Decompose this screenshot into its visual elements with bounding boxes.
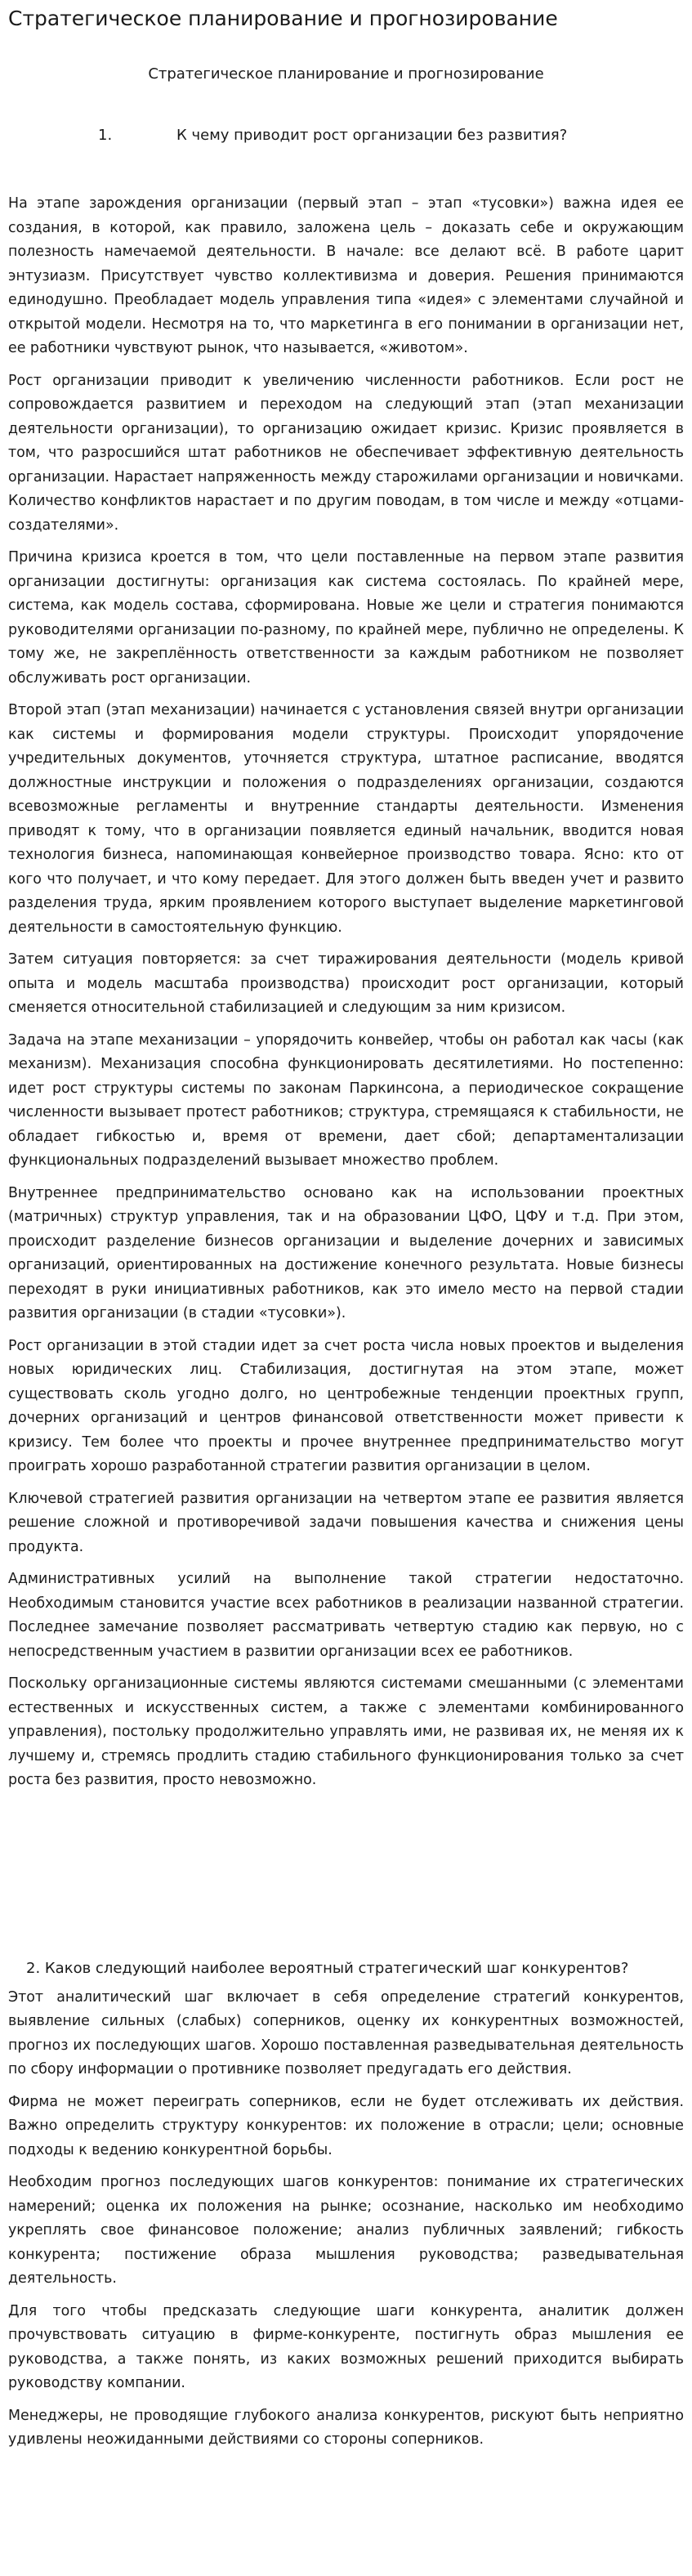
paragraph: Рост организации приводит к увеличению численности работников. Если рост не сопровождается развитием и переходом на следующий этап (этап механизации деятельности организации), то организацию ожидает кризис. Кризис проявляется в том, что разросшийся штат работников не обеспечивает эффективную деятельность организации. Нарастает напряженность между старожилами организации и новичками. Количество конфликтов нарастает и по другим поводам, в том числе и между «отцами-создателями».: [8, 372, 684, 534]
paragraph: Менеджеры, не проводящие глубокого анализа конкурентов, рискуют быть неприятно удивлены неожиданными действиями со стороны соперников.: [8, 2407, 684, 2448]
paragraph: Ключевой стратегией развития организации на четвертом этапе ее развития является решение сложной и противоречивой задачи повышения качества и снижения цены продукта.: [8, 1490, 684, 1555]
question-1-heading: [0, 125, 692, 146]
section-1-body: [0, 192, 692, 1793]
question-1-number: 1.: [98, 127, 113, 144]
paragraph: Фирма не может переиграть соперников, если не будет отслеживать их действия. Важно определить структуру конкурентов: их положение в отрасли; цели; основные подходы к ведению конкурентной борьбы.: [8, 2093, 684, 2158]
page-title: Стратегическое планирование и прогнозирование: [8, 7, 558, 30]
question-1-text: К чему приводит рост организации без развития?: [176, 127, 568, 144]
paragraph: Этот аналитический шаг включает в себя определение стратегий конкурентов, выявление сильных (слабых) соперников, оценку их конкурентных возможностей, прогноз их последующих шагов. Хорошо поставленная разведывательная деятельность по сбору информации о противнике позволяет предугадать его действия.: [8, 1988, 684, 2077]
paragraph: Административных усилий на выполнение такой стратегии недостаточно. Необходимым становится участие всех работников в реализации названной стратегии. Последнее замечание позволяет рассматривать четвертую стадию как первую, но с непосредственным участием в развитии организации всех ее работников.: [8, 1571, 684, 1660]
paragraph: Поскольку организационные системы являются системами смешанными (с элементами естественных и искусственных систем, а также с элементами комбинированного управления), постольку продолжительно управлять ими, не развивая их, не меняя их к лучшему и, стремясь продлить стадию стабильного функционирования только за счет роста без развития, просто невозможно.: [8, 1675, 684, 1788]
paragraph: Причина кризиса кроется в том, что цели поставленные на первом этапе развития организации достигнуты: организация как система состоялась. По крайней мере, система, как модель состава, сформирована. Новые же цели и стратегия понимаются руководителями организации по-разному, по крайней мере, публично не определены. К тому же, не закреплённость ответственности за каждым работником не позволяет обслуживать рост организации.: [8, 549, 684, 686]
paragraph: Затем ситуация повторяется: за счет тиражирования деятельности (модель кривой опыта и модель масштаба производства) происходит рост организации, который сменяется относительной стабилизацией и следующим за ним кризисом.: [8, 951, 684, 1016]
paragraph: Задача на этапе механизации – упорядочить конвейер, чтобы он работал как часы (как механизм). Механизация способна функционировать десятилетиями. Но постепенно: идет рост структуры системы по законам Паркинсона, а периодическое сокращение численности вызывает протест работников; структура, стремящаяся к стабильности, не обладает гибкостью и, время от времени, дает сбой; департаментализации функциональных подразделений вызывает множество проблем.: [8, 1031, 684, 1169]
section-2-body: [0, 1986, 692, 2453]
paragraph: Рост организации в этой стадии идет за счет роста числа новых проектов и выделения новых юридических лиц. Стабилизация, достигнутая на этом этапе, может существовать сколь угодно долго, но центробежные тенденции проектных групп, дочерних организаций и центров финансовой ответственности может привести к кризису. Тем более что проекты и прочее внутреннее предпринимательство могут проиграть хорошо разработанной стратегии развития организации в целом.: [8, 1337, 684, 1474]
question-2-text: 2. Каков следующий наиболее вероятный стратегический шаг конкурентов?: [26, 1959, 629, 1977]
paragraph: Второй этап (этап механизации) начинается с установления связей внутри организации как системы и формирования модели структуры. Происходит упорядочение учредительных документов, уточняется структура, штатное расписание, вводятся должностные инструкции и положения о подразделениях организации, создаются всевозможные регламенты и внутренние стандарты деятельности. Изменения приводят к тому, что в организации появляется единый начальник, вводится новая технология бизнеса, напоминающая конвейерное производство товара. Ясно: кто от кого что получает, и что кому передает. Для этого должен быть введен учет и развито разделения труда, ярким проявлением которого выступает выделение маркетинговой деятельности в самостоятельную функцию.: [8, 702, 684, 936]
document-heading: Стратегическое планирование и прогнозирование: [148, 65, 544, 83]
paragraph: Внутреннее предпринимательство основано как на использовании проектных (матричных) структур управления, так и на образовании ЦФО, ЦФУ и т.д. При этом, происходит разделение бизнесов организации и выделение дочерних и зависимых организаций, ориентированных на достижение конечного результата. Новые бизнесы переходят в руки инициативных работников, как это имело место на первой стадии развития организации (в стадии «тусовки»).: [8, 1184, 684, 1322]
paragraph: Для того чтобы предсказать следующие шаги конкурента, аналитик должен прочувствовать ситуацию в фирме-конкуренте, постигнуть образ мышления ее руководства, а также понять, из каких возможных решений приходится выбирать руководству компании.: [8, 2302, 684, 2391]
question-2-heading: [0, 1958, 692, 1979]
paragraph: Необходим прогноз последующих шагов конкурентов: понимание их стратегических намерений; оценка их положения на рынке; осознание, насколько им необходимо укреплять свое финансовое положение; анализ публичных заявлений; гибкость конкурента; постижение образа мышления руководства; разведывательная деятельность.: [8, 2174, 684, 2287]
paragraph: На этапе зарождения организации (первый этап – этап «тусовки») важна идея ее создания, в которой, как правило, заложена цель – доказать себе и окружающим полезность намечаемой деятельности. В начале: все делают всё. В работе царит энтузиазм. Присутствует чувство коллективизма и доверия. Решения принимаются единодушно. Преобладает модель управления типа «идея» с элементами случайной и открытой модели. Несмотря на то, что маркетинга в его понимании в организации нет, ее работники чувствуют рынок, что называется, «животом».: [8, 195, 684, 356]
